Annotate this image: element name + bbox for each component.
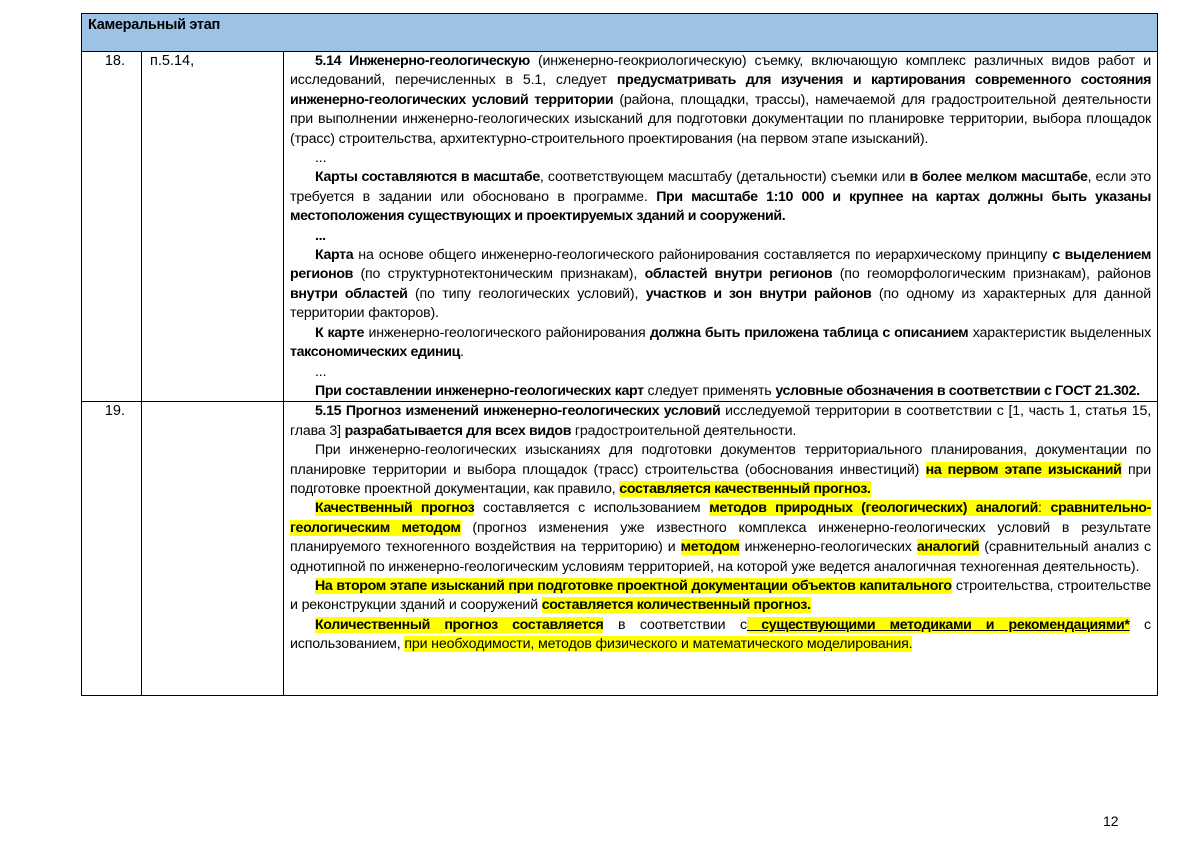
bold-text: ... [315,227,326,244]
paragraph [290,324,1151,363]
bold-text: таксономических единиц [290,344,460,361]
text-segment: (района, площадки, трассы), намечаемой для градостроительной деятельности при выполнении инженерно-геологических изысканий для подготовки документации по планировке территории, выбора площадок (трасс) строительства, архитектурно-строительного проектирования (на первом этапе изысканий). [290,91,1152,147]
highlighted-text: существующими методиками и рекомендациями* [746,616,1130,633]
text-segment: следует применять [643,382,776,399]
text-segment: (по структурнотектоническим признакам), [353,266,645,283]
paragraph [290,402,1151,441]
text-segment: . [460,344,464,361]
highlighted-text: при необходимости, методов физического и математического моделирования. [404,636,913,653]
text-segment: ... [315,363,327,380]
paragraph [290,441,1151,499]
highlighted-text: методов природных (геологических) аналогий [709,500,1039,517]
text-segment: (по типу геологических условий), [407,285,646,302]
document-table [81,13,1158,696]
text-segment: (по геоморфологическим признакам), районов [832,266,1152,283]
paragraph [290,227,1151,246]
highlighted-text: на первом этапе изысканий [925,461,1122,478]
paragraph [290,149,1151,168]
table-row [82,402,1158,696]
bold-text: с выделением регионов [290,247,1152,283]
bold-text: областей внутри регионов [644,266,833,283]
paragraph [290,363,1151,382]
bold-text: При масштабе 1:10 000 и крупнее на картах должны быть указаны местоположения существующих и проектируемых зданий и сооружений. [290,188,1151,225]
row-number: 18. [82,52,142,402]
row-text [284,52,1158,402]
paragraph [290,499,1151,577]
table-row [82,52,1158,402]
section-header: Камеральный этап [82,14,1158,52]
text-segment: при подготовке проектной документации, как правило, [290,461,1152,497]
text-segment: градостроительной деятельности. [571,422,797,439]
text-segment: (по одному из характерных для данной территории факторов). [290,285,1151,322]
section-header-row [82,14,1158,52]
text-segment: При инженерно-геологических изысканиях для подготовки документов территориального планирования, документации по планировке территории и выбора площадок (трасс) строительства (обоснования инвестиций) [290,442,1152,478]
row-reference: п.5.14, [142,52,284,402]
bold-text: 5.14 Инженерно-геологическую [315,53,530,69]
text-segment: (сравнительный анализ с однотипной по инженерно-геологическим условиям территорией, на которой уже ведется аналогичная техногенная деятельность). [290,539,1152,575]
text-segment: , если это требуется в задании или обосновано в программе. [290,169,1152,205]
bold-text: 5.15 Прогноз изменений инженерно-геологических условий [315,403,721,420]
bold-text: К карте [315,324,365,341]
paragraph [290,616,1151,655]
text-segment: составляется с использованием [474,500,710,517]
bold-text: Карта [315,247,354,264]
bold-text: внутри областей [290,285,408,302]
highlighted-text: : [1038,500,1051,517]
bold-text: предусматривать для изучения и картирования современного состояния инженерно-геологических условий территории [290,72,1152,108]
bold-text: должна быть приложена таблица с описанием [649,324,969,341]
highlighted-text: сравнительно-геологическим методом [290,500,1151,536]
highlighted-text: методом [680,539,740,556]
bold-text: Карты составляются в масштабе [315,169,540,186]
highlighted-text: составляется качественный прогноз. [619,480,871,497]
text-segment: (прогноз изменения уже известного комплекса инженерно-геологических условий в результате планируемого техногенного воздействия на территорию) и [290,519,1151,556]
paragraph [290,382,1151,401]
paragraph [290,168,1151,226]
text-segment: (инженерно-геокриологическую) съемку, включающую комплекс различных видов работ и исследований, перечисленных в 5.1, следует [290,53,1152,89]
text-segment: , соответствующем масштабу (детальности) съемки или [539,169,910,186]
text-segment: с использованием, [290,616,1152,653]
highlighted-text: На втором этапе изысканий при подготовке проектной документации объектов капитального [315,577,952,594]
bold-text: разрабатывается для всех видов [344,422,572,439]
text-segment: на основе общего инженерно-геологического районирования составляется по иерархическому принципу [353,247,1053,264]
bold-text: При составлении инженерно-геологических карт [315,382,644,399]
text-segment: строительства, строительстве и реконструкции зданий и сооружений [290,577,1152,614]
bold-text: в более мелком масштабе [909,169,1088,186]
paragraph [290,577,1151,616]
text-segment: характеристик выделенных [968,324,1152,341]
highlighted-text: аналогий [916,539,980,556]
text-segment: инженерно-геологических [739,539,917,556]
highlighted-text: Количественный прогноз составляется [315,616,604,633]
page-number: 12 [1103,813,1119,829]
text-segment: ... [315,150,327,167]
bold-text: условные обозначения в соответствии с ГОСТ 21.302. [775,382,1140,399]
highlighted-text: Качественный прогноз [315,500,475,517]
row-number: 19. [82,402,142,696]
row-reference [142,402,284,696]
text-segment: исследуемой территории в соответствии с [1, часть 1, статья 15, глава 3] [290,403,1151,439]
highlighted-text: составляется количественный прогноз. [541,597,811,614]
paragraph [290,52,1151,149]
bold-text: участков и зон внутри районов [645,285,872,302]
paragraph [290,246,1151,324]
row-text [284,402,1158,696]
text-segment: в соответствии с [603,616,747,633]
text-segment: инженерно-геологического районирования [364,324,650,341]
